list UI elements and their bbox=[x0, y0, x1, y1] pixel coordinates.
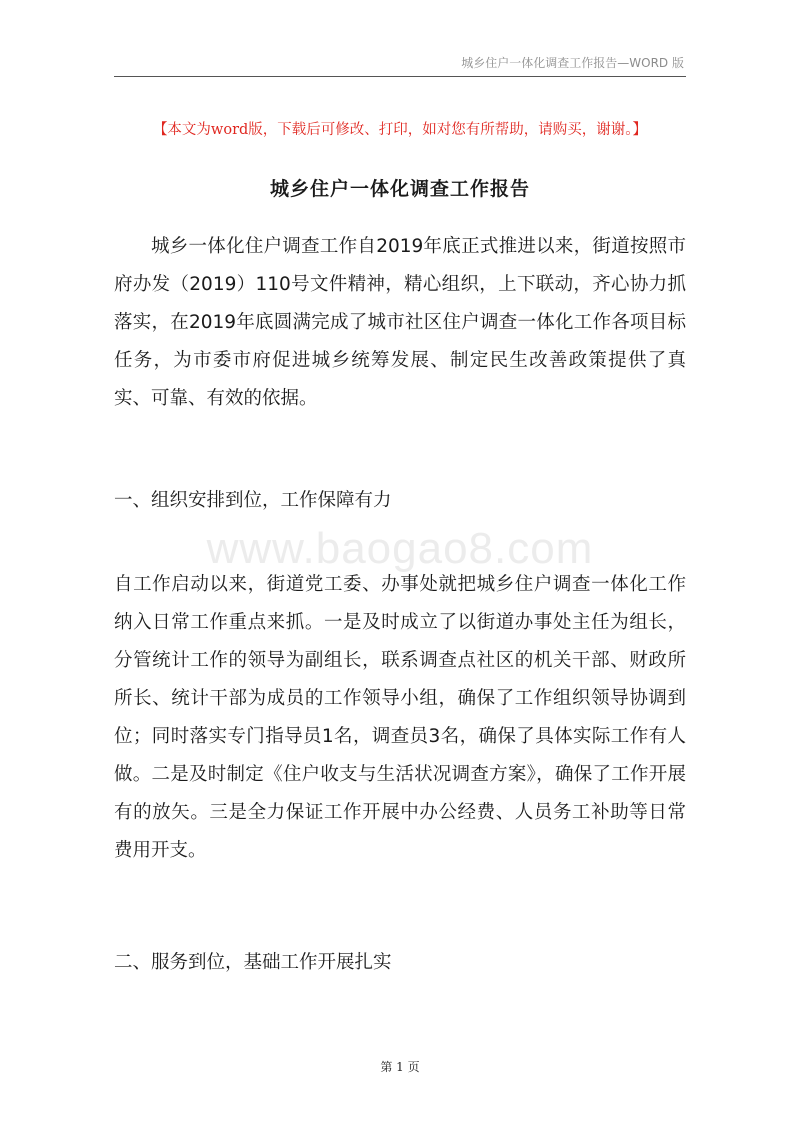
page-number: 第 1 页 bbox=[380, 1060, 420, 1074]
running-header: 城乡住户一体化调查工作报告—WORD 版 bbox=[461, 56, 684, 70]
header-divider bbox=[114, 76, 686, 77]
section-1-heading: 一、组织安排到位，工作保障有力 bbox=[114, 490, 392, 511]
section-1-paragraph: 自工作启动以来，街道党工委、办事处就把城乡住户调查一体化工作纳入日常工作重点来抓。一是及时成立了以街道办事处主任为组长，分管统计工作的领导为副组长，联系调查点社区的机关干部、财政所所长、统计干部为成员的工作领导小组，确保了工作组织领导协调到位；同时落实专门指导员1名，调查员3名，确保了具体实际工作有人做。二是及时制定《住户收支与生活状况调查方案》，确保了工作开展有的放矢。三是全力保证工作开展中办公经费、人员务工补助等日常费用开支。 bbox=[114, 574, 686, 861]
intro-paragraph: 城乡一体化住户调查工作自2019年底正式推进以来，街道按照市府办发（2019）110号文件精神，精心组织，上下联动，齐心协力抓落实，在2019年底圆满完成了城市社区住户调查一体化工作各项目标任务，为市委市府促进城乡统筹发展、制定民生改善政策提供了真实、可靠、有效的依据。 bbox=[114, 236, 686, 409]
document-title: 城乡住户一体化调查工作报告 bbox=[269, 178, 530, 200]
section-2-heading: 二、服务到位，基础工作开展扎实 bbox=[114, 952, 392, 973]
purchase-notice: 【本文为word版，下载后可修改、打印，如对您有所帮助，请购买，谢谢。】 bbox=[152, 122, 648, 138]
watermark: www.baogao8.com bbox=[206, 524, 594, 573]
